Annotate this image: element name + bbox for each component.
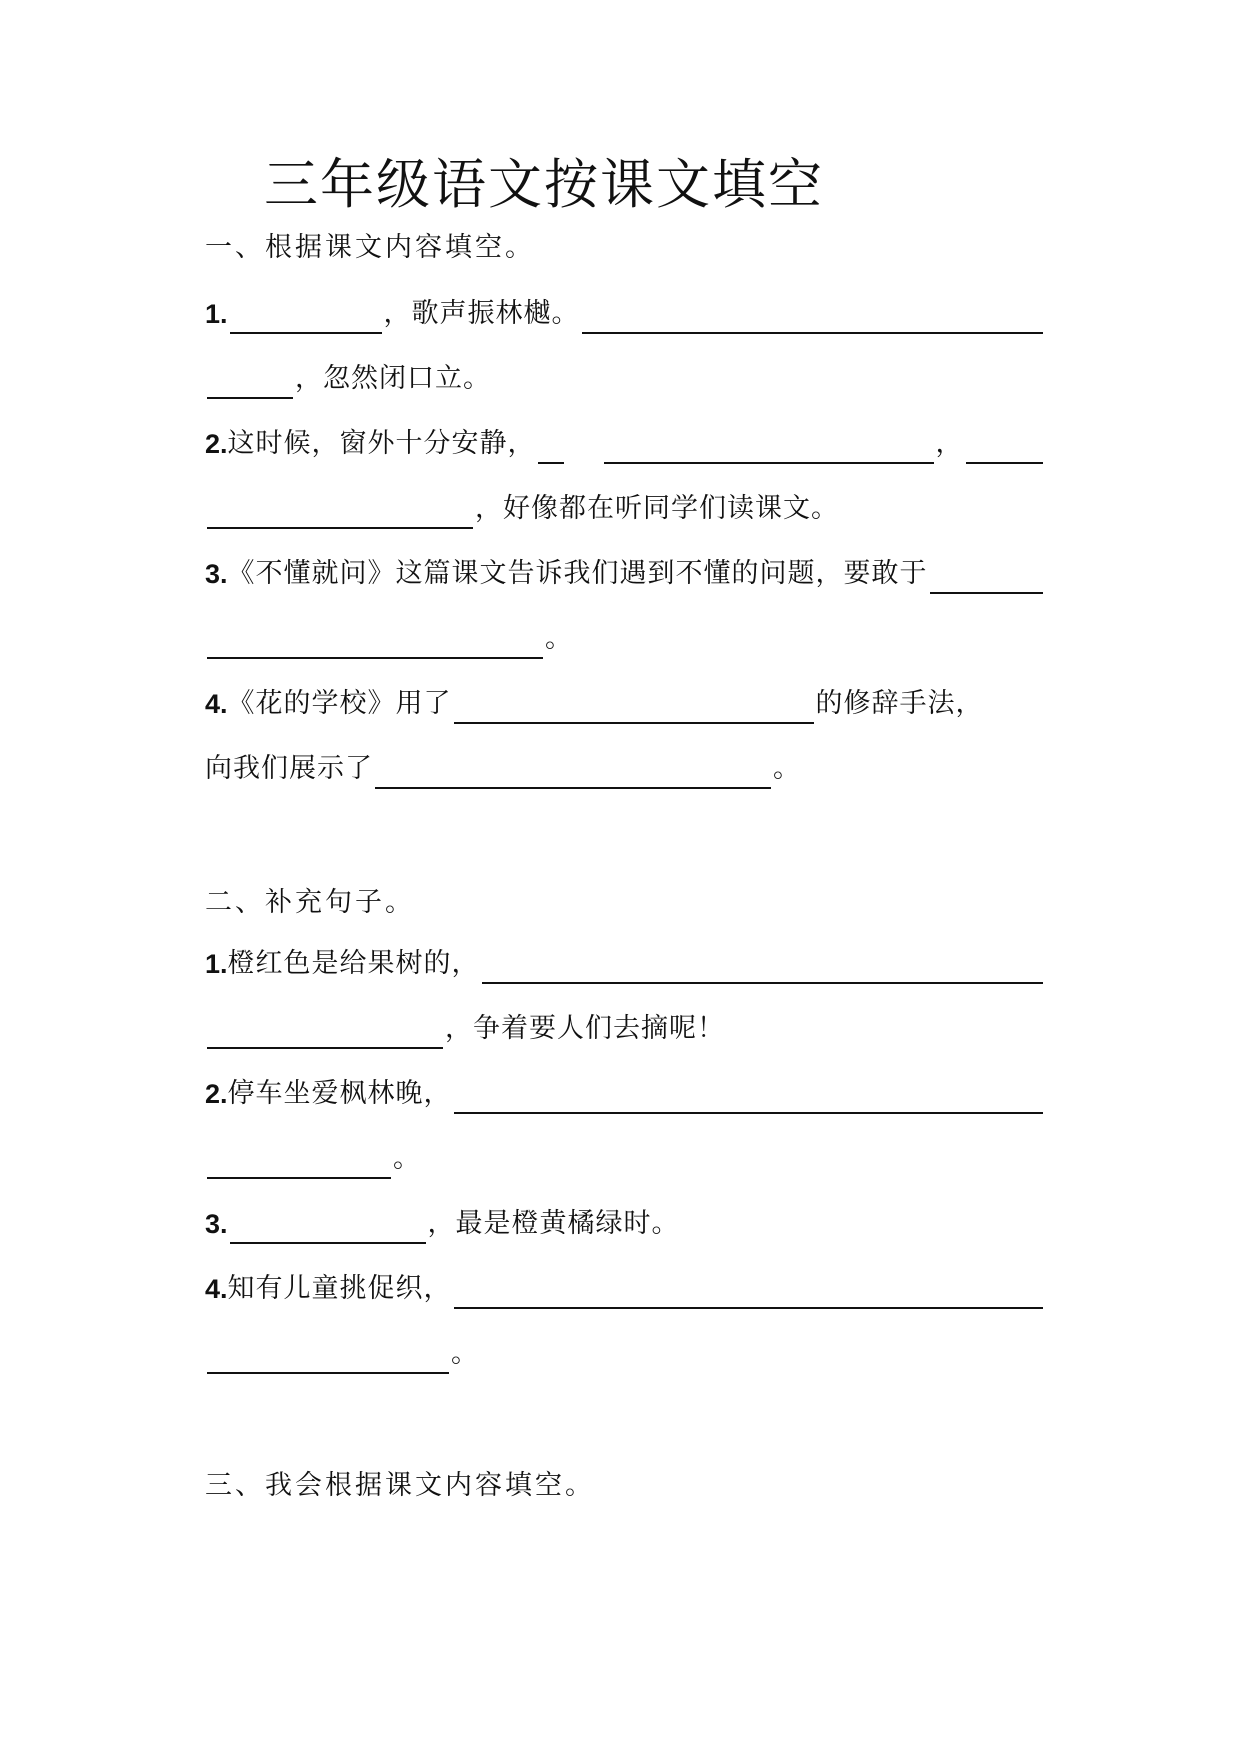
s2-q2-number: 2. bbox=[205, 1079, 228, 1109]
s2-q2-line1 bbox=[205, 1070, 1045, 1114]
s1-q1-blank-1[interactable] bbox=[230, 298, 382, 334]
s2-q1-text: 橙红色是给果树的， bbox=[227, 948, 480, 979]
s1-q3-blank-2[interactable] bbox=[207, 623, 543, 659]
s1-q1-blank-3[interactable] bbox=[207, 363, 293, 399]
s2-q3-line1 bbox=[205, 1200, 1045, 1244]
s1-q2-blank-4[interactable] bbox=[207, 493, 473, 529]
s1-q4-text-2a: 向我们展示了 bbox=[205, 753, 373, 784]
s2-q1-blank-2[interactable] bbox=[207, 1013, 443, 1049]
s1-q2-text: 这时候，窗外十分安静， bbox=[227, 428, 536, 459]
s1-q3-blank-1[interactable] bbox=[930, 558, 1043, 594]
s1-q4-blank-2[interactable] bbox=[375, 753, 771, 789]
s1-q2-text-b: ， bbox=[935, 428, 964, 459]
s1-q3-text-2: 。 bbox=[545, 623, 573, 654]
s2-q4-line2 bbox=[205, 1330, 1045, 1374]
s1-q1-line1 bbox=[205, 290, 1045, 334]
s2-q4-blank-1[interactable] bbox=[454, 1273, 1043, 1309]
s2-q4-text: 知有儿童挑促织， bbox=[227, 1273, 452, 1304]
s1-q2-blank-3[interactable] bbox=[966, 428, 1043, 464]
section-1-heading: 一、根据课文内容填空。 bbox=[205, 232, 535, 263]
s1-q3-line2 bbox=[205, 615, 1045, 659]
s1-q1-number: 1. bbox=[205, 299, 228, 329]
s1-q4-line1 bbox=[205, 680, 1045, 724]
s1-q4-text-2: 。 bbox=[773, 753, 801, 784]
s1-q4-text: 《花的学校》用了 bbox=[227, 688, 452, 719]
s2-q2-blank-2[interactable] bbox=[207, 1143, 391, 1179]
s2-q1-number: 1. bbox=[205, 949, 228, 979]
s1-q2-blank-2[interactable] bbox=[604, 428, 934, 464]
s2-q2-blank-1[interactable] bbox=[454, 1078, 1043, 1114]
s1-q1-blank-2[interactable] bbox=[582, 298, 1043, 334]
s1-q2-line1 bbox=[205, 420, 1045, 464]
s1-q4-blank-1[interactable] bbox=[454, 688, 814, 724]
s2-q4-line1 bbox=[205, 1265, 1045, 1309]
s1-q1-text: ，歌声振林樾。 bbox=[383, 298, 580, 329]
s2-q1-line1 bbox=[205, 940, 1045, 984]
s1-q4-number: 4. bbox=[205, 689, 228, 719]
s1-q4-text-b: 的修辞手法， bbox=[815, 688, 984, 719]
s2-q1-line2 bbox=[205, 1005, 1045, 1049]
s1-q3-number: 3. bbox=[205, 559, 228, 589]
s1-q2-line2 bbox=[205, 485, 1045, 529]
s2-q3-blank-1[interactable] bbox=[230, 1208, 426, 1244]
s1-q3-line1 bbox=[205, 550, 1045, 594]
page-title: 三年级语文按课文填空 bbox=[264, 153, 824, 216]
s2-q4-number: 4. bbox=[205, 1274, 228, 1304]
s2-q4-text-2: 。 bbox=[451, 1338, 479, 1369]
s2-q1-text-2: ，争着要人们去摘呢！ bbox=[445, 1013, 725, 1044]
s2-q3-text: ，最是橙黄橘绿时。 bbox=[427, 1208, 680, 1239]
s1-q1-line2 bbox=[205, 355, 1045, 399]
s1-q3-text: 《不懂就问》这篇课文告诉我们遇到不懂的问题，要敢于 bbox=[227, 558, 928, 589]
s2-q3-number: 3. bbox=[205, 1209, 228, 1239]
s1-q1-text-2: ，忽然闭口立。 bbox=[295, 363, 491, 394]
s1-q2-number: 2. bbox=[205, 429, 228, 459]
s2-q1-blank-1[interactable] bbox=[482, 948, 1043, 984]
s2-q2-text-2: 。 bbox=[393, 1143, 421, 1174]
s2-q2-text: 停车坐爱枫林晚， bbox=[227, 1078, 452, 1109]
section-2-heading: 二、补充句子。 bbox=[205, 887, 415, 918]
s1-q2-text-2: ，好像都在听同学们读课文。 bbox=[475, 493, 839, 524]
s2-q4-blank-2[interactable] bbox=[207, 1338, 449, 1374]
s1-q4-line2 bbox=[205, 745, 1045, 789]
s2-q2-line2 bbox=[205, 1135, 1045, 1179]
section-3-heading: 三、我会根据课文内容填空。 bbox=[205, 1470, 595, 1501]
s1-q2-blank-1[interactable] bbox=[538, 428, 564, 464]
